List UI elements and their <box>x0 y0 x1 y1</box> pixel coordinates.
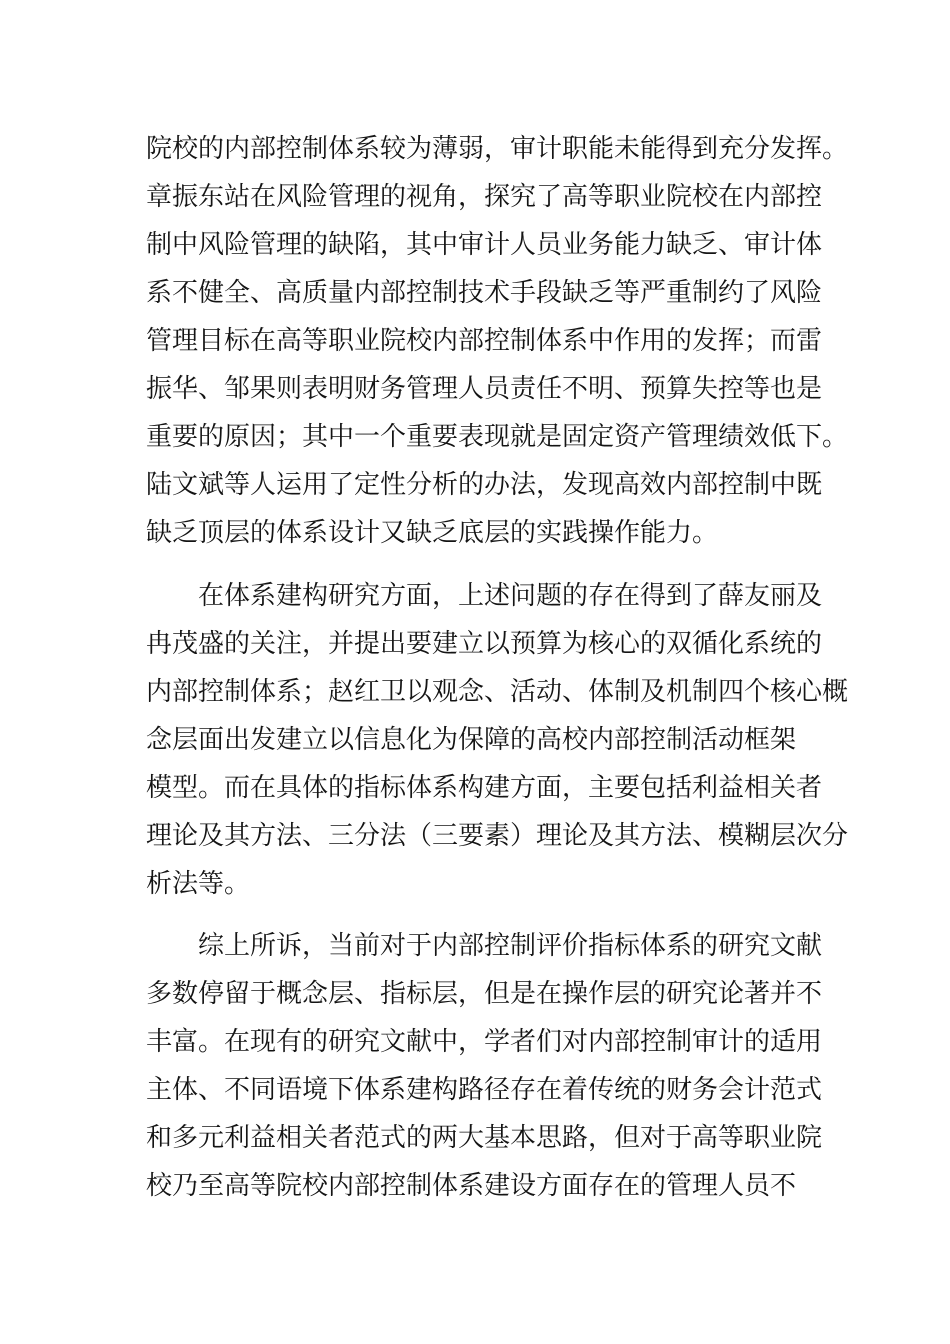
text-line: 内部控制体系；赵红卫以观念、活动、体制及机制四个核心概 <box>146 677 849 707</box>
paragraph-first-line: 综上所诉，当前对于内部控制评价指标体系的研究文献 <box>198 931 823 961</box>
text-line: 制中风险管理的缺陷，其中审计人员业务能力缺乏、审计体 <box>146 230 823 260</box>
text-line: 缺乏顶层的体系设计又缺乏底层的实践操作能力。 <box>146 518 719 548</box>
text-line: 章振东站在风险管理的视角，探究了高等职业院校在内部控 <box>146 182 823 212</box>
text-line: 重要的原因；其中一个重要表现就是固定资产管理绩效低下。 <box>146 422 849 452</box>
text-line: 模型。而在具体的指标体系构建方面，主要包括利益相关者 <box>146 773 823 803</box>
text-line: 和多元利益相关者范式的两大基本思路，但对于高等职业院 <box>146 1123 823 1153</box>
text-line: 主体、不同语境下体系建构路径存在着传统的财务会计范式 <box>146 1075 823 1105</box>
text-line: 多数停留于概念层、指标层，但是在操作层的研究论著并不 <box>146 979 823 1009</box>
text-line: 振华、邹果则表明财务管理人员责任不明、预算失控等也是 <box>146 374 823 404</box>
text-line: 丰富。在现有的研究文献中，学者们对内部控制审计的适用 <box>146 1027 823 1057</box>
text-line: 理论及其方法、三分法（三要素）理论及其方法、模糊层次分 <box>146 821 849 851</box>
text-line: 析法等。 <box>146 869 251 899</box>
text-line: 念层面出发建立以信息化为保障的高校内部控制活动框架 <box>146 725 797 755</box>
text-line: 管理目标在高等职业院校内部控制体系中作用的发挥；而雷 <box>146 326 823 356</box>
text-line: 冉茂盛的关注，并提出要建立以预算为核心的双循化系统的 <box>146 629 823 659</box>
text-line: 院校的内部控制体系较为薄弱，审计职能未能得到充分发挥。 <box>146 134 849 164</box>
paragraph-first-line: 在体系建构研究方面，上述问题的存在得到了薛友丽及 <box>198 581 823 611</box>
text-line: 陆文斌等人运用了定性分析的办法，发现高效内部控制中既 <box>146 470 823 500</box>
text-line: 系不健全、高质量内部控制技术手段缺乏等严重制约了风险 <box>146 278 823 308</box>
text-line: 校乃至高等院校内部控制体系建设方面存在的管理人员不 <box>146 1171 797 1201</box>
